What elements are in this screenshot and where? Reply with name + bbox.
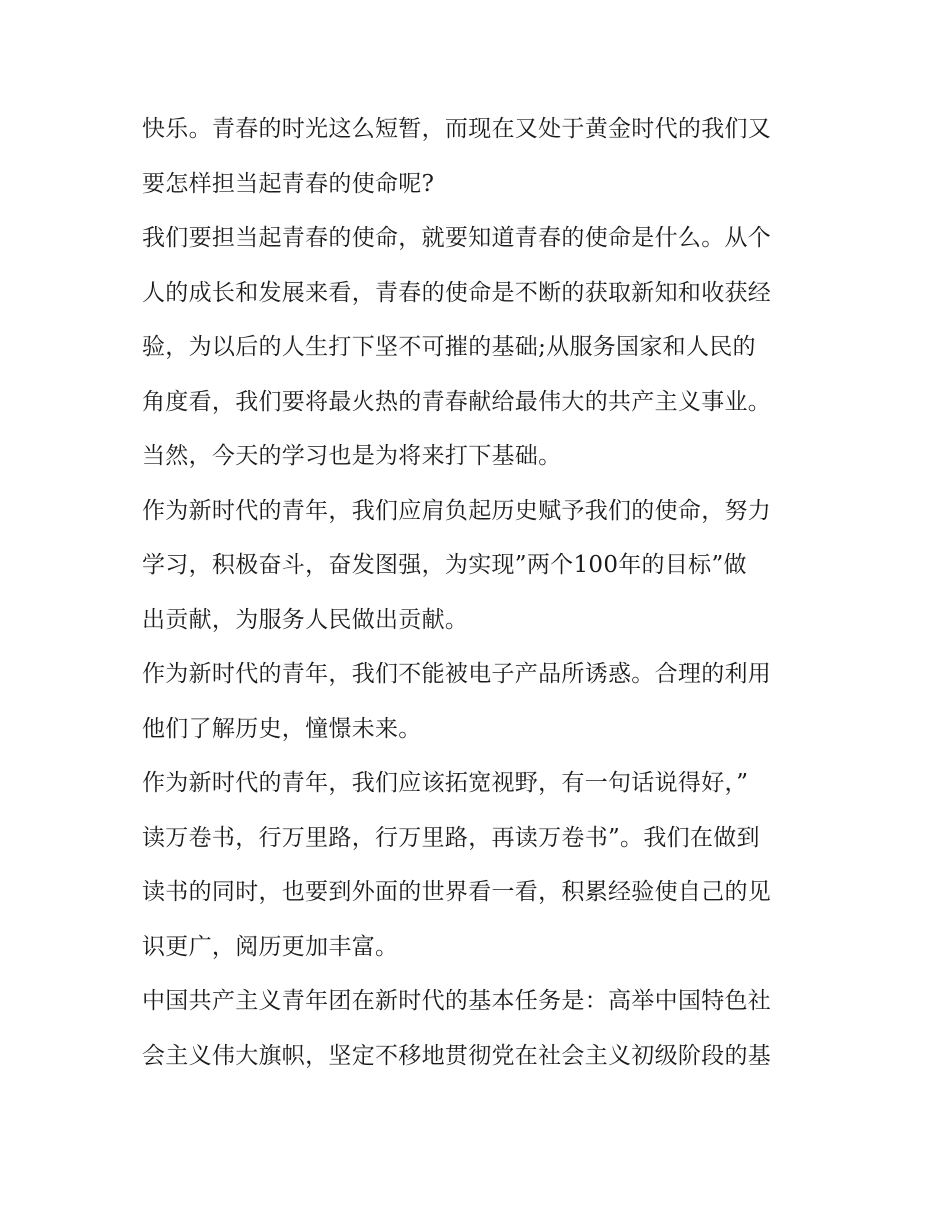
text-line: 验，为以后的人生打下坚不可摧的基础;从服务国家和人民的 xyxy=(142,334,756,360)
text-line: 他们了解历史，憧憬未来。 xyxy=(142,715,422,742)
text-line: 识更广，阅历更加丰富。 xyxy=(142,933,399,960)
text-line: 会主义伟大旗帜，坚定不移地贯彻党在社会主义初级阶段的基 xyxy=(142,1042,772,1069)
text-line: 作为新时代的青年，我们应该拓宽视野，有一句话说得好，” xyxy=(142,770,749,796)
text-line: 读书的同时，也要到外面的世界看一看，积累经验使自己的见 xyxy=(142,879,772,905)
body-text xyxy=(142,102,822,1083)
text-line: 出贡献，为服务人民做出贡献。 xyxy=(142,606,469,633)
text-line: 作为新时代的青年，我们不能被电子产品所诱惑。合理的利用 xyxy=(142,661,772,687)
text-line: 快乐。青春的时光这么短暂，而现在又处于黄金时代的我们又 xyxy=(142,116,772,142)
text-line: 人的成长和发展来看，青春的使命是不断的获取新知和收获经 xyxy=(142,279,772,306)
text-line: 学习，积极奋斗，奋发图强，为实现”两个100年的目标”做 xyxy=(142,552,747,578)
text-line: 读万卷书，行万里路，行万里路，再读万卷书”。我们在做到 xyxy=(142,824,760,851)
text-line: 作为新时代的青年，我们应肩负起历史赋予我们的使命，努力 xyxy=(142,497,772,524)
text-line: 要怎样担当起青春的使命呢? xyxy=(142,170,435,197)
text-line: 中国共产主义青年团在新时代的基本任务是：高举中国特色社 xyxy=(142,988,772,1014)
text-line: 当然，今天的学习也是为将来打下基础。 xyxy=(142,443,562,469)
text-line: 角度看，我们要将最火热的青春献给最伟大的共产主义事业。 xyxy=(142,388,772,415)
text-line: 我们要担当起青春的使命，就要知道青春的使命是什么。从个 xyxy=(142,225,772,251)
